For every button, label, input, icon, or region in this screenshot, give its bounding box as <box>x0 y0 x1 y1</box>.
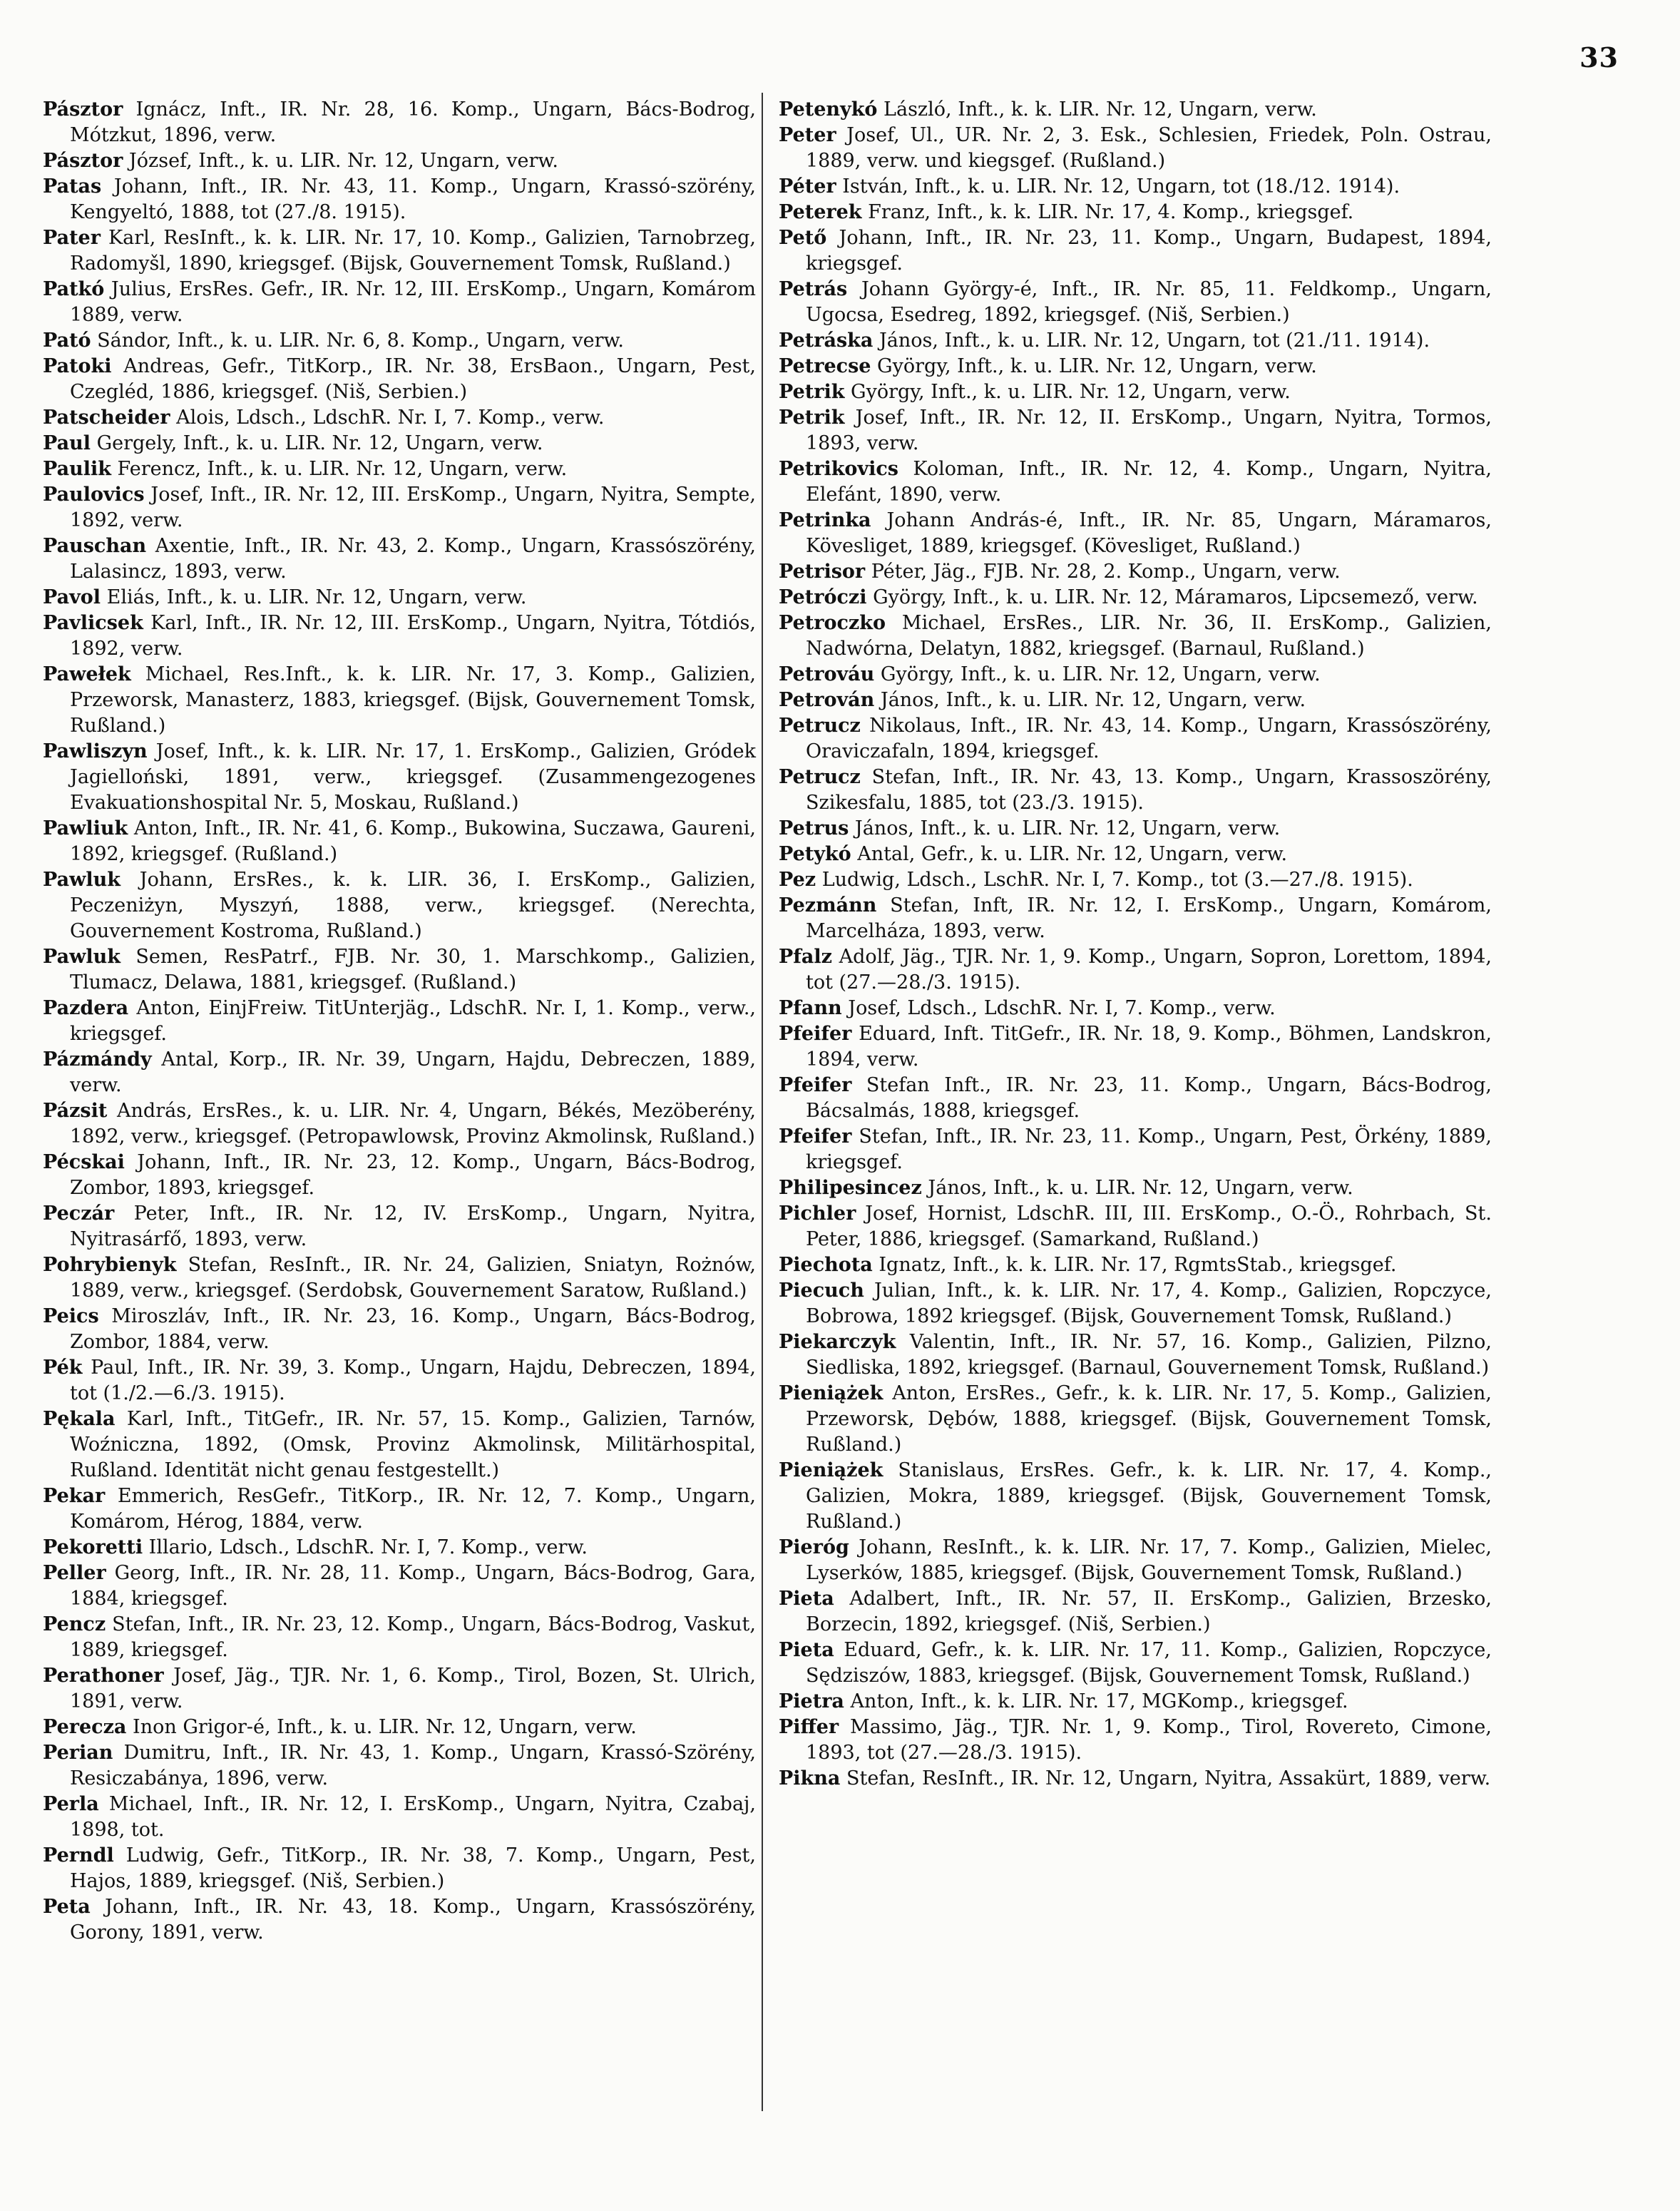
list-entry <box>43 1150 756 1201</box>
entry-surname: Patoki <box>43 355 112 377</box>
list-entry <box>43 1561 756 1612</box>
entry-details: Johann, Inft., IR. Nr. 23, 11. Komp., Ungarn, Budapest, 1894, kriegsgef. <box>806 227 1492 275</box>
list-entry <box>43 1201 756 1252</box>
list-entry <box>43 1894 756 1946</box>
entry-surname: Piechota <box>779 1254 873 1276</box>
entry-surname: Pawluk <box>43 946 121 968</box>
entry-details: Illario, Ldsch., LdschR. Nr. I, 7. Komp., verw. <box>148 1536 588 1558</box>
entry-details: Péter, Jäg., FJB. Nr. 28, 2. Komp., Ungarn, verw. <box>871 561 1341 583</box>
entry-details: Andreas, Gefr., TitKorp., IR. Nr. 38, ErsBaon., Ungarn, Pest, Czegléd, 1886, kriegsgef. (Niš, Serbien.) <box>70 355 756 403</box>
entry-surname: Petrik <box>779 381 845 403</box>
list-entry <box>43 328 756 354</box>
entry-surname: Petrikovics <box>779 458 899 480</box>
entry-surname: Pezmánn <box>779 894 877 916</box>
entry-surname: Piekarczyk <box>779 1331 896 1353</box>
entry-surname: Perian <box>43 1742 113 1764</box>
page-number: 33 <box>1579 41 1619 73</box>
entry-details: Michael, ErsRes., LIR. Nr. 36, II. ErsKomp., Galizien, Nadwórna, Delatyn, 1882, kriegsgef. (Barnaul, Rußland.) <box>806 612 1492 660</box>
entry-details: Julian, Inft., k. k. LIR. Nr. 17, 4. Komp., Galizien, Ropczyce, Bobrowa, 1892 kriegsgef. (Bijsk, Gouvernement Tomsk, Rußland.) <box>806 1280 1492 1327</box>
entry-surname: Pfeifer <box>779 1074 852 1096</box>
entry-surname: Patas <box>43 175 102 198</box>
entry-surname: Peta <box>43 1896 91 1918</box>
list-entry <box>779 1252 1492 1278</box>
entry-surname: Pfalz <box>779 946 833 968</box>
entry-details: Semen, ResPatrf., FJB. Nr. 30, 1. Marschkomp., Galizien, Tlumacz, Delawa, 1881, kriegsgef. (Rußland.) <box>70 946 756 994</box>
entry-surname: Pez <box>779 869 816 891</box>
list-entry <box>43 97 756 148</box>
list-entry <box>779 1021 1492 1073</box>
entry-details: Antal, Gefr., k. u. LIR. Nr. 12, Ungarn, verw. <box>857 843 1288 865</box>
entry-details: Karl, Inft., IR. Nr. 12, III. ErsKomp., Ungarn, Nyitra, Tótdiós, 1892, verw. <box>70 612 756 660</box>
list-entry <box>779 688 1492 713</box>
entry-surname: Patkó <box>43 278 105 300</box>
list-entry <box>43 533 756 585</box>
list-entry <box>779 1278 1492 1329</box>
entry-surname: Petrás <box>779 278 848 300</box>
list-entry <box>43 1484 756 1535</box>
entry-surname: Pieta <box>779 1639 834 1661</box>
list-entry <box>779 611 1492 662</box>
entry-surname: Peter <box>779 124 836 146</box>
list-entry <box>779 996 1492 1021</box>
entry-details: Stefan Inft., IR. Nr. 23, 11. Komp., Ungarn, Bács-Bodrog, Bácsalmás, 1888, kriegsgef. <box>806 1074 1492 1122</box>
column-divider <box>762 93 763 2111</box>
entry-details: Michael, Res.Inft., k. k. LIR. Nr. 17, 3. Komp., Galizien, Przeworsk, Manasterz, 1883, kriegsgef. (Bijsk, Gouvernement Tomsk, Rußland.) <box>70 663 756 737</box>
list-entry <box>43 996 756 1047</box>
list-entry <box>779 893 1492 944</box>
entry-surname: Petenykó <box>779 98 878 121</box>
list-entry <box>43 1715 756 1740</box>
list-entry <box>779 328 1492 354</box>
entry-details: György, Inft., k. u. LIR. Nr. 12, Ungarn, verw. <box>877 355 1317 377</box>
entry-details: Josef, Ul., UR. Nr. 2, 3. Esk., Schlesien, Friedek, Poln. Ostrau, 1889, verw. und kiegsgef. (Rußland.) <box>806 124 1492 172</box>
list-entry <box>779 1689 1492 1715</box>
entry-details: Johann, Inft., IR. Nr. 43, 11. Komp., Ungarn, Krassó-szörény, Kengyeltó, 1888, tot (27./8. 1915). <box>70 175 756 223</box>
entry-surname: Pieniążek <box>779 1459 883 1481</box>
entry-details: Karl, Inft., TitGefr., IR. Nr. 57, 15. Komp., Galizien, Tarnów, Woźniczna, 1892, (Omsk, Provinz Akmolinsk, Militärhospital, Rußland. Identität nicht genau festgestellt.) <box>70 1408 756 1481</box>
entry-details: Stefan, ResInft., IR. Nr. 12, Ungarn, Nyitra, Assakürt, 1889, verw. <box>846 1767 1491 1789</box>
entry-details: Adalbert, Inft., IR. Nr. 57, II. ErsKomp., Galizien, Brzesko, Borzecin, 1892, kriegsgef. (Niš, Serbien.) <box>806 1588 1492 1635</box>
entry-details: Johann György-é, Inft., IR. Nr. 85, 11. Feldkomp., Ungarn, Ugocsa, Esedreg, 1892, kriegsgef. (Niš, Serbien.) <box>806 278 1492 326</box>
entry-details: István, Inft., k. u. LIR. Nr. 12, Ungarn, tot (18./12. 1914). <box>842 175 1400 198</box>
list-entry <box>779 944 1492 996</box>
entry-details: György, Inft., k. u. LIR. Nr. 12, Ungarn, verw. <box>851 381 1291 403</box>
list-entry <box>779 1766 1492 1792</box>
entry-surname: Pató <box>43 330 91 352</box>
list-entry <box>43 1252 756 1304</box>
list-entry <box>43 354 756 405</box>
list-entry <box>43 585 756 611</box>
list-entry <box>43 611 756 662</box>
entry-details: Valentin, Inft., IR. Nr. 57, 16. Komp., Galizien, Pilzno, Siedliska, 1892, kriegsgef. (Barnaul, Gouvernement Tomsk, Rußland.) <box>806 1331 1492 1379</box>
entry-details: Koloman, Inft., IR. Nr. 12, 4. Komp., Ungarn, Nyitra, Elefánt, 1890, verw. <box>806 458 1492 506</box>
list-entry <box>43 1843 756 1894</box>
list-entry <box>43 431 756 456</box>
entry-details: Sándor, Inft., k. u. LIR. Nr. 6, 8. Komp., Ungarn, verw. <box>97 330 624 352</box>
list-entry <box>779 1329 1492 1381</box>
list-entry <box>43 1612 756 1663</box>
entry-surname: Petróczi <box>779 586 867 608</box>
entry-details: János, Inft., k. u. LIR. Nr. 12, Ungarn, tot (21./11. 1914). <box>879 330 1430 352</box>
list-entry <box>779 1381 1492 1458</box>
entry-surname: Petrisor <box>779 561 866 583</box>
list-entry <box>43 816 756 867</box>
entry-surname: Pavlicsek <box>43 612 143 634</box>
entry-details: Antal, Korp., IR. Nr. 39, Ungarn, Hajdu, Debreczen, 1889, verw. <box>70 1048 756 1096</box>
entry-details: Johann András-é, Inft., IR. Nr. 85, Ungarn, Máramaros, Kövesliget, 1889, kriegsgef. (Kövesliget, Rußland.) <box>806 509 1492 557</box>
list-entry <box>779 842 1492 867</box>
entry-surname: Petrus <box>779 817 849 839</box>
list-entry <box>779 585 1492 611</box>
list-entry <box>43 1304 756 1355</box>
entry-details: János, Inft., k. u. LIR. Nr. 12, Ungarn, verw. <box>928 1177 1353 1199</box>
entry-details: Franz, Inft., k. k. LIR. Nr. 17, 4. Komp., kriegsgef. <box>868 201 1354 223</box>
entry-details: Paul, Inft., IR. Nr. 39, 3. Komp., Ungarn, Hajdu, Debreczen, 1894, tot (1./2.—6./3. 1915). <box>70 1357 756 1404</box>
entry-surname: Perndl <box>43 1844 114 1867</box>
list-entry <box>43 1663 756 1715</box>
list-entry <box>779 200 1492 225</box>
entry-details: Julius, ErsRes. Gefr., IR. Nr. 12, III. ErsKomp., Ungarn, Komárom 1889, verw. <box>70 278 756 326</box>
left-column <box>43 97 756 1946</box>
entry-details: Anton, Inft., k. k. LIR. Nr. 17, MGKomp., kriegsgef. <box>850 1690 1348 1712</box>
entry-details: Anton, ErsRes., Gefr., k. k. LIR. Nr. 17, 5. Komp., Galizien, Przeworsk, Dębów, 1888, kriegsgef. (Bijsk, Gouvernement Tomsk, Rußland.) <box>806 1382 1492 1456</box>
list-entry <box>779 174 1492 200</box>
entry-details: András, ErsRes., k. u. LIR. Nr. 4, Ungarn, Békés, Mezöberény, 1892, verw., kriegsgef. (Petropawlowsk, Provinz Akmolinsk, Rußland.) <box>70 1100 756 1148</box>
list-entry <box>43 944 756 996</box>
entry-surname: Pencz <box>43 1613 106 1635</box>
entry-details: György, Inft., k. u. LIR. Nr. 12, Ungarn, verw. <box>880 663 1321 685</box>
entry-details: Stefan, Inft., IR. Nr. 43, 13. Komp., Ungarn, Krassoszörény, Szikesfalu, 1885, tot (23./3. 1915). <box>806 766 1492 814</box>
entry-surname: Pater <box>43 227 101 249</box>
list-entry <box>779 1586 1492 1638</box>
entry-details: Ludwig, Ldsch., LschR. Nr. I, 7. Komp., tot (3.—27./8. 1915). <box>821 869 1413 891</box>
entry-surname: Petrucz <box>779 715 861 737</box>
list-entry <box>43 662 756 739</box>
list-entry <box>43 1740 756 1792</box>
entry-surname: Pfeifer <box>779 1023 852 1045</box>
entry-surname: Pietra <box>779 1690 844 1712</box>
entry-details: Josef, Inft., IR. Nr. 12, II. ErsKomp., Ungarn, Nyitra, Tormos, 1893, verw. <box>806 407 1492 454</box>
entry-details: Johann, ErsRes., k. k. LIR. 36, I. ErsKomp., Galizien, Peczeniżyn, Myszyń, 1888, verw., kriegsgef. (Nerechta, Gouvernement Kostroma, Rußland.) <box>70 869 756 942</box>
entry-surname: Pauschan <box>43 535 147 557</box>
entry-surname: Piffer <box>779 1716 839 1738</box>
entry-details: Emmerich, ResGefr., TitKorp., IR. Nr. 12, 7. Komp., Ungarn, Komárom, Hérog, 1884, verw. <box>70 1485 756 1533</box>
entry-details: Massimo, Jäg., TJR. Nr. 1, 9. Komp., Tirol, Rovereto, Cimone, 1893, tot (27.—28./3. 1915). <box>806 1716 1492 1764</box>
entry-details: Anton, Inft., IR. Nr. 41, 6. Komp., Bukowina, Suczawa, Gaureni, 1892, kriegsgef. (Rußland.) <box>70 817 756 865</box>
entry-details: Ferencz, Inft., k. u. LIR. Nr. 12, Ungarn, verw. <box>117 458 568 480</box>
entry-surname: Pikna <box>779 1767 841 1789</box>
entry-surname: Pető <box>779 227 827 249</box>
entry-surname: Pécskai <box>43 1151 125 1173</box>
entry-surname: Piecuch <box>779 1280 864 1302</box>
entry-details: Karl, ResInft., k. k. LIR. Nr. 17, 10. Komp., Galizien, Tarnobrzeg, Radomyšl, 1890, kriegsgef. (Bijsk, Gouvernement Tomsk, Rußland.) <box>70 227 756 275</box>
list-entry <box>779 662 1492 688</box>
list-entry <box>43 1098 756 1150</box>
entry-details: Ignácz, Inft., IR. Nr. 28, 16. Komp., Ungarn, Bács-Bodrog, Mótzkut, 1896, verw. <box>70 98 756 146</box>
entry-details: Josef, Ldsch., LdschR. Nr. I, 7. Komp., verw. <box>848 997 1276 1019</box>
entry-surname: Pásztor <box>43 150 123 172</box>
list-entry <box>779 379 1492 405</box>
entry-details: Axentie, Inft., IR. Nr. 43, 2. Komp., Ungarn, Krassószörény, Lalasincz, 1893, verw. <box>70 535 756 583</box>
entry-surname: Pfann <box>779 997 842 1019</box>
entry-surname: Pawliuk <box>43 817 128 839</box>
entry-surname: Pázsit <box>43 1100 108 1122</box>
entry-surname: Pekoretti <box>43 1536 143 1558</box>
list-entry <box>779 354 1492 379</box>
entry-details: Stefan, ResInft., IR. Nr. 24, Galizien, Sniatyn, Rożnów, 1889, verw., kriegsgef. (Serdobsk, Gouvernement Saratow, Rußland.) <box>70 1254 756 1302</box>
list-entry <box>779 1201 1492 1252</box>
list-entry <box>43 405 756 431</box>
entry-surname: Peterek <box>779 201 862 223</box>
entry-details: Georg, Inft., IR. Nr. 28, 11. Komp., Ungarn, Bács-Bodrog, Gara, 1884, kriegsgef. <box>70 1562 756 1610</box>
entry-details: József, Inft., k. u. LIR. Nr. 12, Ungarn, verw. <box>128 150 558 172</box>
entry-surname: Pieniążek <box>779 1382 883 1404</box>
entry-surname: Petykó <box>779 843 851 865</box>
entry-details: László, Inft., k. k. LIR. Nr. 12, Ungarn, verw. <box>883 98 1317 121</box>
list-entry <box>779 508 1492 559</box>
entry-surname: Perathoner <box>43 1665 164 1687</box>
entry-surname: Pekar <box>43 1485 106 1507</box>
list-entry <box>779 816 1492 842</box>
entry-surname: Pázmándy <box>43 1048 152 1071</box>
entry-surname: Peczár <box>43 1202 115 1225</box>
list-entry <box>779 1073 1492 1124</box>
list-entry <box>43 1406 756 1484</box>
entry-surname: Petrucz <box>779 766 861 788</box>
list-entry <box>779 123 1492 174</box>
entry-surname: Petrik <box>779 407 845 429</box>
entry-details: Johann, Inft., IR. Nr. 23, 12. Komp., Ungarn, Bács-Bodrog, Zombor, 1893, kriegsgef. <box>70 1151 756 1199</box>
list-entry <box>779 559 1492 585</box>
entry-surname: Pieróg <box>779 1536 849 1558</box>
entry-surname: Pásztor <box>43 98 123 121</box>
entry-surname: Petroczko <box>779 612 886 634</box>
entry-surname: Péter <box>779 175 836 198</box>
entry-surname: Paul <box>43 432 91 454</box>
list-entry <box>43 174 756 225</box>
entry-details: Eliás, Inft., k. u. LIR. Nr. 12, Ungarn, verw. <box>106 586 527 608</box>
entry-surname: Patscheider <box>43 407 170 429</box>
entry-details: Stefan, Inft, IR. Nr. 12, I. ErsKomp., Ungarn, Komárom, Marcelháza, 1893, verw. <box>806 894 1492 942</box>
entry-details: Anton, EinjFreiw. TitUnterjäg., LdschR. Nr. I, 1. Komp., verw., kriegsgef. <box>70 997 756 1045</box>
list-entry <box>43 456 756 482</box>
entry-surname: Peller <box>43 1562 106 1584</box>
entry-details: Josef, Jäg., TJR. Nr. 1, 6. Komp., Tirol, Bozen, St. Ulrich, 1891, verw. <box>70 1665 757 1712</box>
list-entry <box>779 1175 1492 1201</box>
list-entry <box>779 867 1492 893</box>
entry-details: Gergely, Inft., k. u. LIR. Nr. 12, Ungarn, verw. <box>96 432 543 454</box>
list-entry <box>43 867 756 944</box>
entry-details: Alois, Ldsch., LdschR. Nr. I, 7. Komp., verw. <box>176 407 605 429</box>
entry-details: Stanislaus, ErsRes. Gefr., k. k. LIR. Nr. 17, 4. Komp., Galizien, Mokra, 1889, kriegsgef. (Bijsk, Gouvernement Tomsk, Rußland.) <box>806 1459 1492 1533</box>
entry-details: Adolf, Jäg., TJR. Nr. 1, 9. Komp., Ungarn, Sopron, Lorettom, 1894, tot (27.—28./3. 1915). <box>806 946 1492 994</box>
right-column <box>779 97 1492 1792</box>
list-entry <box>43 1047 756 1098</box>
list-entry <box>779 765 1492 816</box>
list-entry <box>779 405 1492 456</box>
list-entry <box>779 277 1492 328</box>
entry-surname: Pawluk <box>43 869 121 891</box>
entry-details: Dumitru, Inft., IR. Nr. 43, 1. Komp., Ungarn, Krassó-Szörény, Resiczabánya, 1896, verw. <box>70 1742 756 1789</box>
entry-surname: Pieta <box>779 1588 834 1610</box>
entry-surname: Pichler <box>779 1202 856 1225</box>
entry-surname: Petrováu <box>779 663 875 685</box>
entry-surname: Petráska <box>779 330 874 352</box>
entry-details: Josef, Inft., k. k. LIR. Nr. 17, 1. ErsKomp., Galizien, Gródek Jagielloński, 1891, verw., kriegsgef. (Zusammengezogenes Evakuationshospital Nr. 5, Moskau, Rußland.) <box>70 740 756 814</box>
entry-surname: Philipesincez <box>779 1177 922 1199</box>
entry-surname: Pavol <box>43 586 101 608</box>
entry-surname: Petrován <box>779 689 875 711</box>
list-entry <box>43 277 756 328</box>
entry-surname: Peics <box>43 1305 99 1327</box>
list-entry <box>779 1715 1492 1766</box>
entry-surname: Petrecse <box>779 355 871 377</box>
entry-details: Stefan, Inft., IR. Nr. 23, 12. Komp., Ungarn, Bács-Bodrog, Vaskut, 1889, kriegsgef. <box>70 1613 756 1661</box>
list-entry <box>779 1638 1492 1689</box>
entry-details: Eduard, Inft. TitGefr., IR. Nr. 18, 9. Komp., Böhmen, Landskron, 1894, verw. <box>806 1023 1492 1071</box>
list-entry <box>779 1535 1492 1586</box>
list-entry <box>43 225 756 277</box>
entry-surname: Pazdera <box>43 997 129 1019</box>
list-entry <box>779 225 1492 277</box>
entry-details: János, Inft., k. u. LIR. Nr. 12, Ungarn, verw. <box>854 817 1281 839</box>
entry-surname: Pawełek <box>43 663 131 685</box>
list-entry <box>43 1355 756 1406</box>
entry-details: János, Inft., k. u. LIR. Nr. 12, Ungarn, verw. <box>880 689 1306 711</box>
entry-surname: Perla <box>43 1793 99 1815</box>
entry-details: Josef, Inft., IR. Nr. 12, III. ErsKomp., Ungarn, Nyitra, Sempte, 1892, verw. <box>70 484 756 531</box>
entry-surname: Pękala <box>43 1408 116 1430</box>
list-entry <box>43 739 756 816</box>
entry-details: Eduard, Gefr., k. k. LIR. Nr. 17, 11. Komp., Galizien, Ropczyce, Sędziszów, 1883, kriegsgef. (Bijsk, Gouvernement Tomsk, Rußland.) <box>806 1639 1492 1687</box>
entry-details: Miroszláv, Inft., IR. Nr. 23, 16. Komp., Ungarn, Bács-Bodrog, Zombor, 1884, verw. <box>70 1305 756 1353</box>
entry-details: György, Inft., k. u. LIR. Nr. 12, Máramaros, Lipcsemező, verw. <box>873 586 1478 608</box>
entry-surname: Perecza <box>43 1716 127 1738</box>
list-entry <box>43 1535 756 1561</box>
entry-details: Ludwig, Gefr., TitKorp., IR. Nr. 38, 7. Komp., Ungarn, Pest, Hajos, 1889, kriegsgef. (Niš, Serbien.) <box>70 1844 756 1892</box>
list-entry <box>779 456 1492 508</box>
list-entry <box>43 482 756 533</box>
entry-details: Peter, Inft., IR. Nr. 12, IV. ErsKomp., Ungarn, Nyitra, Nyitrasárfő, 1893, verw. <box>70 1202 756 1250</box>
list-entry <box>779 1458 1492 1535</box>
entry-details: Stefan, Inft., IR. Nr. 23, 11. Komp., Ungarn, Pest, Örkény, 1889, kriegsgef. <box>806 1125 1492 1173</box>
entry-details: Ignatz, Inft., k. k. LIR. Nr. 17, RgmtsStab., kriegsgef. <box>879 1254 1397 1276</box>
list-entry <box>779 713 1492 765</box>
entry-surname: Petrinka <box>779 509 871 531</box>
entry-surname: Paulovics <box>43 484 145 506</box>
entry-surname: Pawliszyn <box>43 740 148 762</box>
entry-surname: Pék <box>43 1357 83 1379</box>
entry-surname: Paulik <box>43 458 111 480</box>
entry-surname: Pfeifer <box>779 1125 852 1148</box>
list-entry <box>779 97 1492 123</box>
list-entry <box>43 148 756 174</box>
list-entry <box>43 1792 756 1843</box>
entry-surname: Pohrybienyk <box>43 1254 177 1276</box>
entry-details: Inon Grigor-é, Inft., k. u. LIR. Nr. 12, Ungarn, verw. <box>133 1716 637 1738</box>
entry-details: Nikolaus, Inft., IR. Nr. 43, 14. Komp., Ungarn, Krassószörény, Oraviczafaln, 1894, kriegsgef. <box>806 715 1492 762</box>
entry-details: Johann, Inft., IR. Nr. 43, 18. Komp., Ungarn, Krassószörény, Gorony, 1891, verw. <box>70 1896 756 1944</box>
list-entry <box>779 1124 1492 1175</box>
entry-details: Josef, Hornist, LdschR. III, III. ErsKomp., O.-Ö., Rohrbach, St. Peter, 1886, kriegsgef. (Samarkand, Rußland.) <box>806 1202 1492 1250</box>
entry-details: Johann, ResInft., k. k. LIR. Nr. 17, 7. Komp., Galizien, Mielec, Lyserków, 1885, kriegsgef. (Bijsk, Gouvernement Tomsk, Rußland.) <box>806 1536 1492 1584</box>
entry-details: Michael, Inft., IR. Nr. 12, I. ErsKomp., Ungarn, Nyitra, Czabaj, 1898, tot. <box>70 1793 756 1841</box>
